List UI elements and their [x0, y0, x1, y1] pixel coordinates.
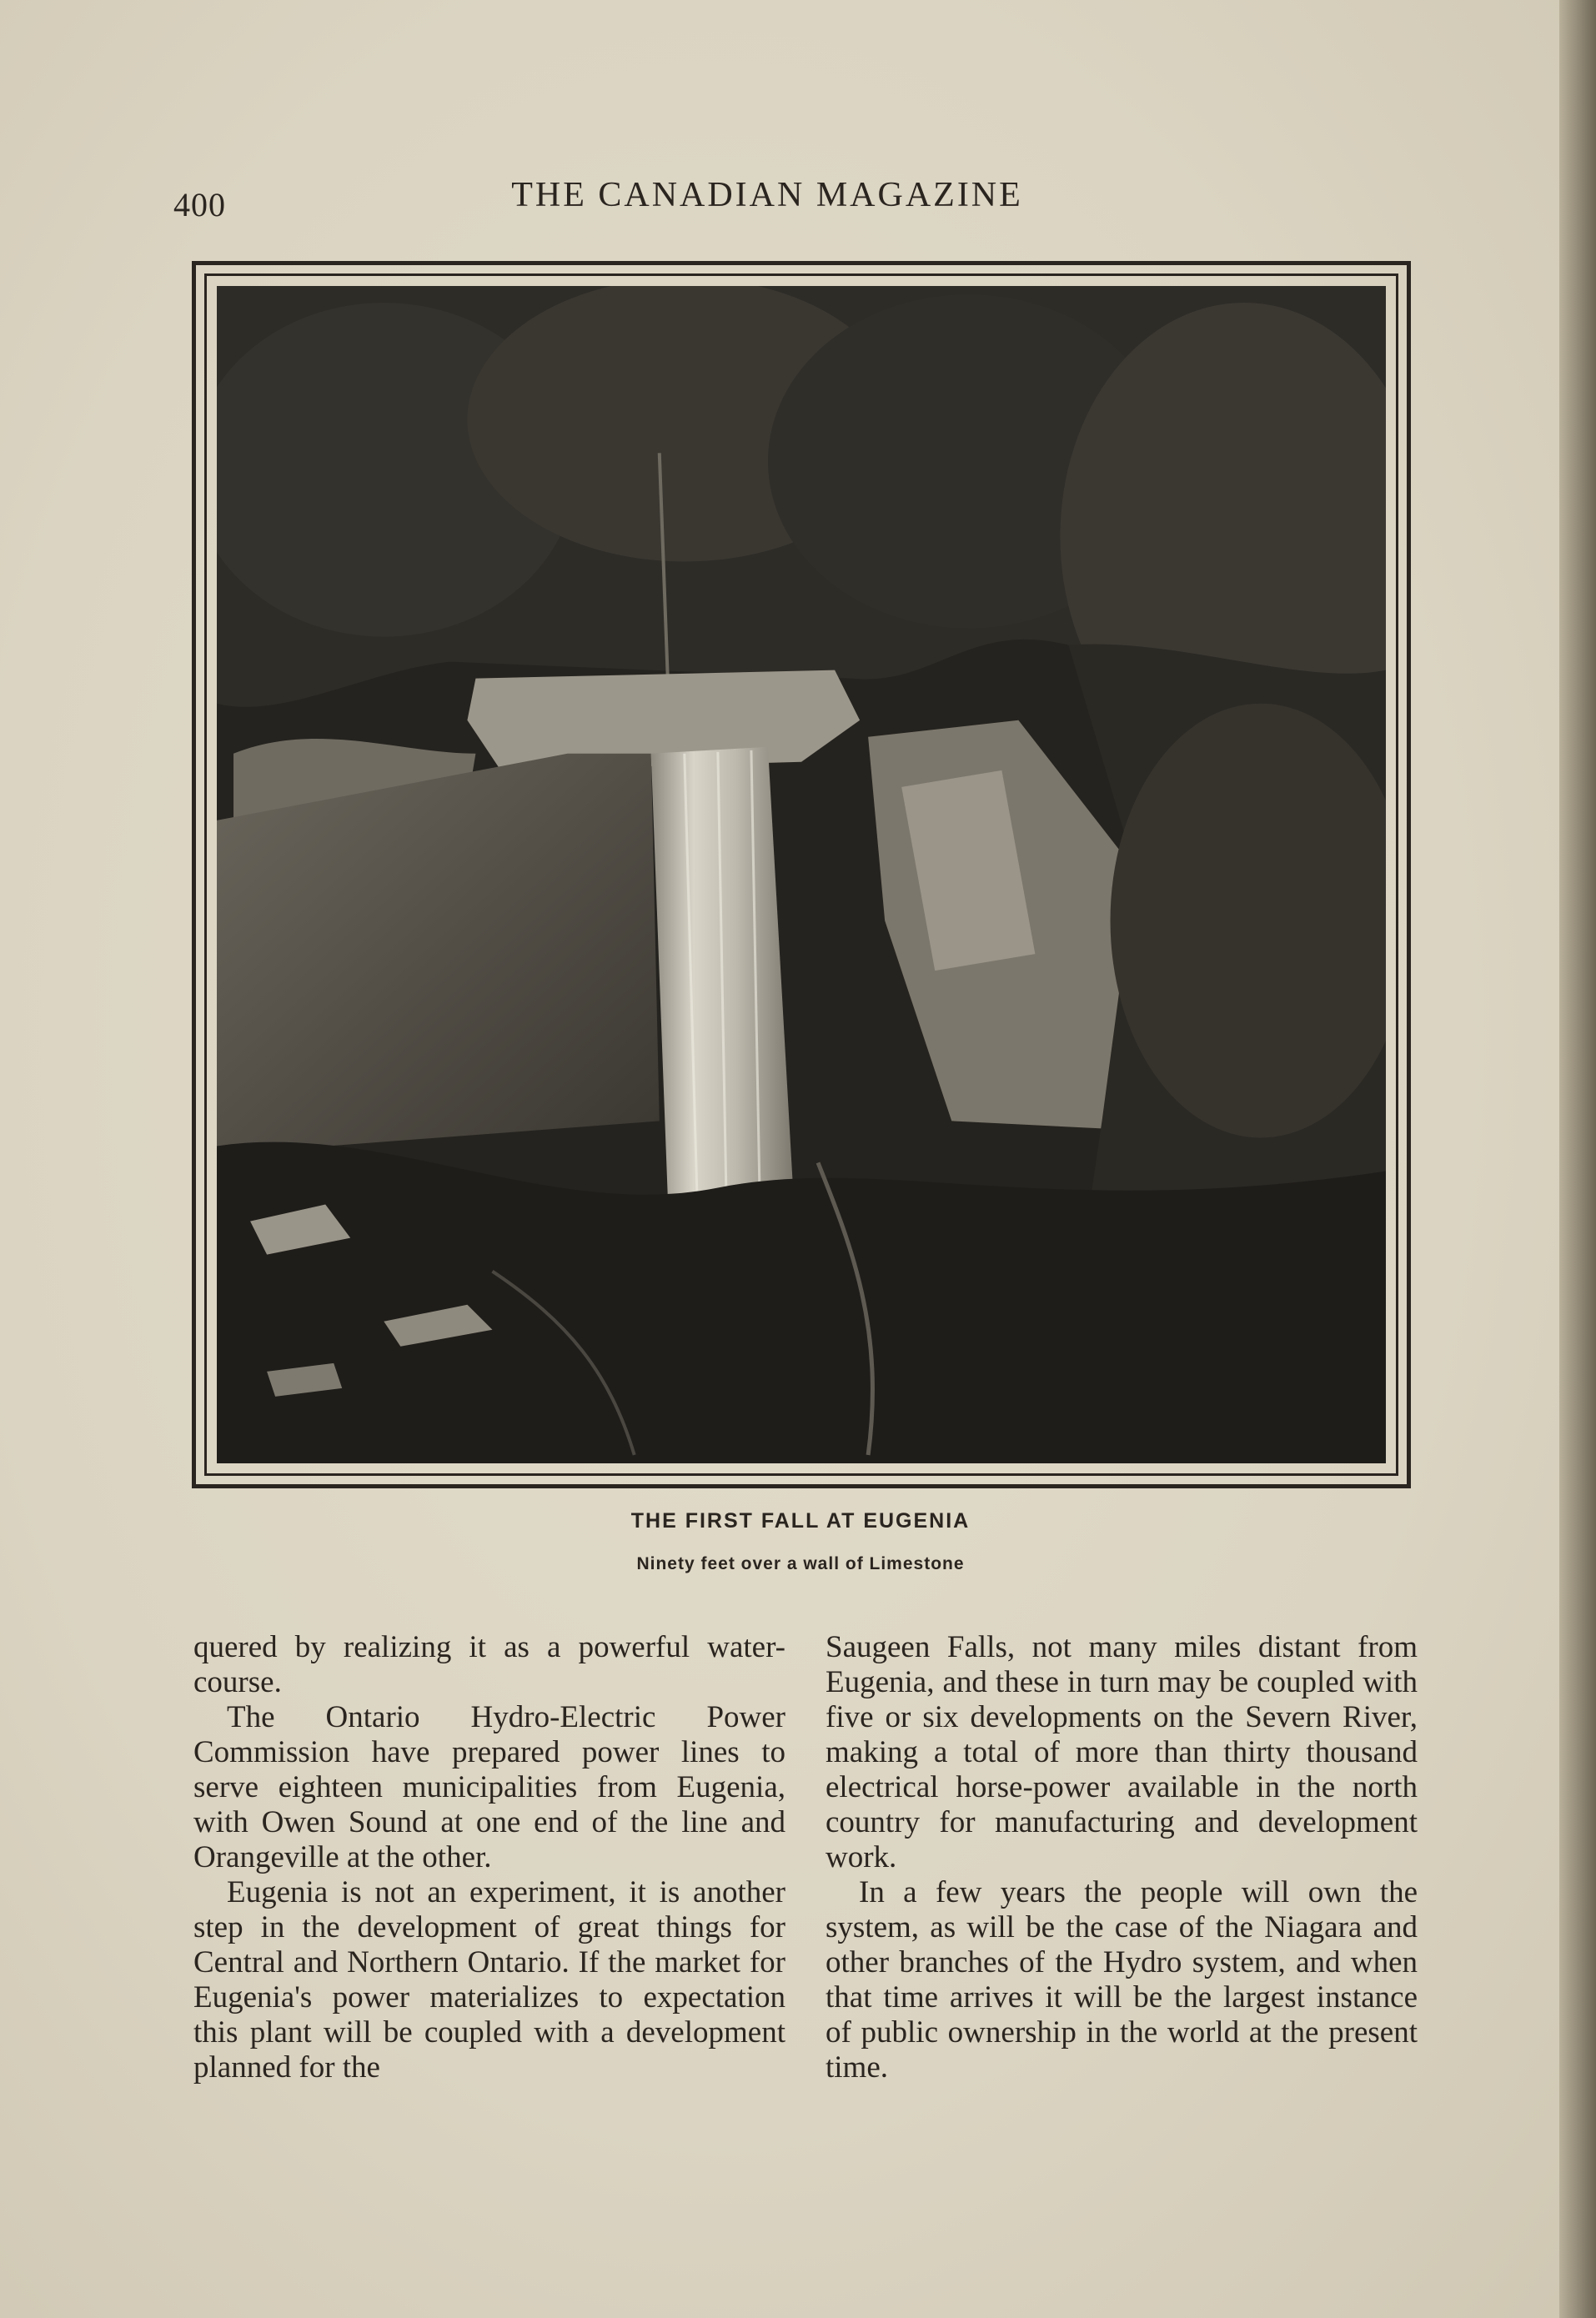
paragraph: The Ontario Hydro-Electric Power Commission have prepared power lines to serve eighteen municipalities from Eugenia, with Owen Sound at one end of the line and Orangeville at the other. — [193, 1700, 785, 1874]
figure-title: THE FIRST FALL AT EUGENIA — [630, 1509, 971, 1533]
photo-frame-inner — [204, 273, 1398, 1476]
article-column-right — [826, 1630, 1418, 2085]
page-number: 400 — [173, 186, 226, 223]
running-head: THE CANADIAN MAGAZINE — [511, 176, 1023, 214]
paragraph: quered by realizing it as a powerful water-course. — [193, 1630, 785, 1699]
paragraph: Saugeen Falls, not many miles distant from Eugenia, and these in turn may be coupled with five or six developments on the Severn River, making a total of more than thirty thousand electrical horse-power available in the north country for manufacturing and development work. — [826, 1630, 1418, 1874]
article-column-left — [193, 1630, 785, 2085]
book-spine — [1559, 0, 1596, 2318]
paragraph: Eugenia is not an experiment, it is another step in the development of great things for Central and Northern Ontario. If the market for Eugenia's power materializes to expectation this plant will be coupled with a development planned for the — [193, 1875, 785, 2085]
waterfall-photograph — [217, 286, 1386, 1463]
paragraph: In a few years the people will own the system, as will be the case of the Niagara and other branches of the Hydro system, and when that time arrives it will be the largest instance of public ownership in the world at the present time. — [826, 1875, 1418, 2085]
photo-frame — [192, 261, 1411, 1488]
figure-subtitle: Ninety feet over a wall of Limestone — [636, 1554, 965, 1573]
